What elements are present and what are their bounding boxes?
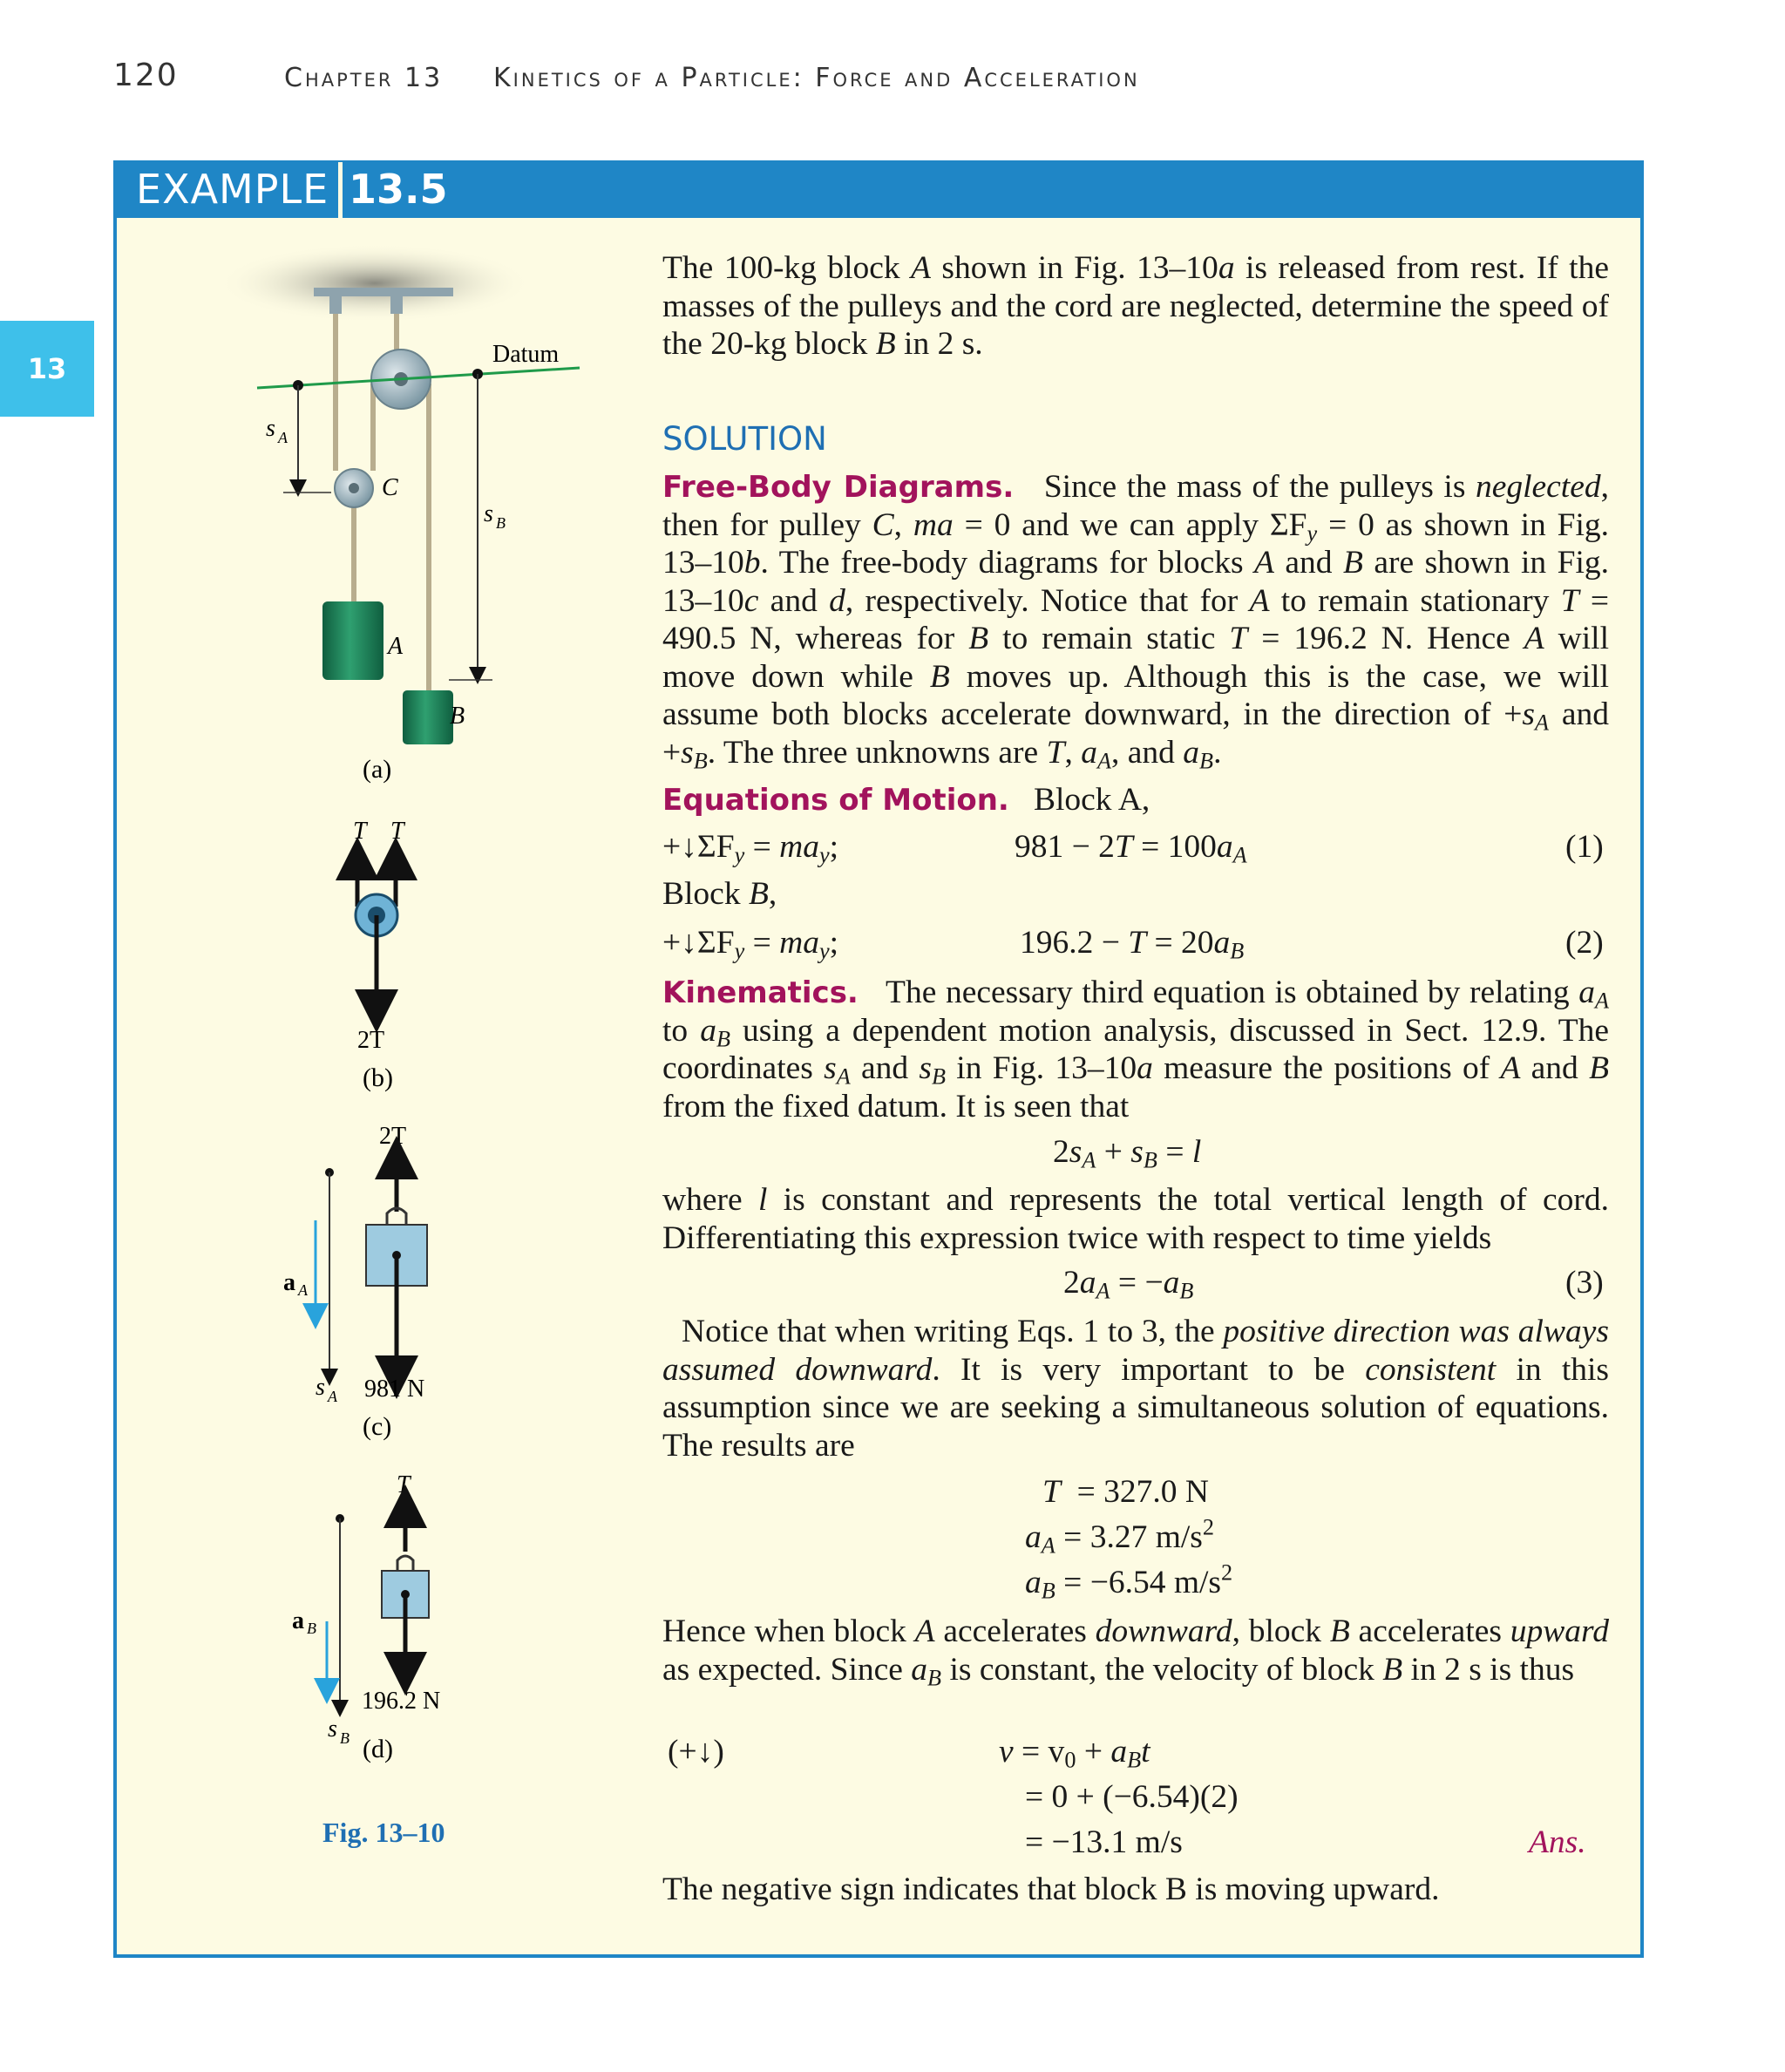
eq1-number: (1) bbox=[1565, 829, 1604, 865]
header-divider bbox=[338, 162, 343, 220]
result-ab: $a_B = -6.54$ $m/s^2$ bbox=[1025, 1559, 1233, 1604]
eom-heading: Equations of Motion. bbox=[662, 783, 1009, 818]
label-t-d: T bbox=[397, 1471, 411, 1498]
label-981: 981 N bbox=[364, 1376, 425, 1403]
figure-caption: Fig. 13–10 bbox=[322, 1817, 445, 1848]
label-2t-b: 2T bbox=[357, 1027, 385, 1054]
label-aa-sub: A bbox=[298, 1281, 308, 1299]
label-sa-c: s bbox=[316, 1374, 325, 1401]
label-c: C bbox=[382, 474, 398, 501]
label-a: A bbox=[388, 633, 404, 660]
running-title: Kinetics of a Particle: Force and Acceleration bbox=[493, 63, 1140, 93]
label-ab: a bbox=[292, 1607, 304, 1634]
answer-label: Ans. bbox=[1529, 1824, 1586, 1860]
eq1-mid: $981 - 2T = 100a_A$ bbox=[1015, 829, 1247, 868]
eq2-left: $+↓\Sigma F_y = ma_y$; bbox=[662, 925, 839, 964]
label-ab-sub: B bbox=[307, 1620, 316, 1637]
caption-a: (a) bbox=[363, 755, 392, 784]
label-sa-c-sub: A bbox=[328, 1388, 337, 1405]
label-sb: s bbox=[484, 500, 493, 527]
label-196: 196.2 N bbox=[362, 1688, 441, 1715]
label-t2: T bbox=[390, 818, 404, 845]
label-aa: a bbox=[283, 1269, 295, 1296]
example-label: EXAMPLE bbox=[136, 166, 329, 213]
label-2t-c: 2T bbox=[379, 1123, 407, 1150]
label-sa-sub: A bbox=[278, 429, 288, 446]
problem-statement: The 100-kg block A shown in Fig. 13–10a is released from rest. If the masses of the pulleys and the cord are neglected, determine the speed of the 20-kg block B in 2 s. bbox=[662, 250, 1609, 362]
example-header-bar bbox=[113, 160, 1644, 218]
label-t1: T bbox=[353, 818, 367, 845]
label-b: B bbox=[450, 703, 465, 730]
final-sentence: The negative sign indicates that block B is moving upward. bbox=[662, 1872, 1440, 1907]
consistency-paragraph: Notice that when writing Eqs. 1 to 3, the positive direction was always assumed downward. It is very important to be consistent in this assumption since we are seeking a simultaneous solution of equations. The results are bbox=[662, 1314, 1610, 1464]
example-number: 13.5 bbox=[349, 166, 448, 213]
label-sb-d: s bbox=[328, 1715, 337, 1743]
result-t: T = 327.0 N bbox=[1042, 1474, 1209, 1510]
caption-c: (c) bbox=[363, 1412, 392, 1441]
kinematics-paragraph: Kinematics. The necessary third equation is obtained by relating $a_A$ to $a_B$ using a dependent motion analysis, discussed in Sect. 12.9. The coordinates $s_A$ and $s_B$ in Fig. 13–10a measure the positions of A and B from the fixed datum. It is seen that bbox=[662, 975, 1610, 1124]
block-a bbox=[322, 601, 383, 680]
fbd-paragraph: Free-Body Diagrams. Since the mass of the pulleys is neglected, then for pulley C, ma = 0 and we can apply $\Sigma F_y = 0$ as shown in Fig. 13–10b. The free-body diagrams for blocks A and B are shown in Fig. 13–10c and d, respectively. Notice that for A to remain stationary T = 490.5 N, whereas for B to remain static T = 196.2 N. Hence A will move down while B moves up. Although this is the case, we will assume both blocks accelerate downward, in the direction of $+s_A$ and $+s_B$. The three unknowns are T, $a_A$, and $a_B$. bbox=[662, 469, 1610, 774]
chapter-tab: 13 bbox=[0, 321, 94, 417]
block-a-label: Block A, bbox=[1033, 782, 1150, 818]
velocity-eq-1: $v = v_0 + a_Bt$ bbox=[999, 1734, 1150, 1773]
fbd-heading: Free-Body Diagrams. bbox=[662, 470, 1015, 505]
kinematics-heading: Kinematics. bbox=[662, 975, 859, 1010]
caption-d: (d) bbox=[363, 1735, 393, 1763]
page-number: 120 bbox=[113, 58, 179, 93]
velocity-eq-2: = 0 + (−6.54)(2) bbox=[1025, 1779, 1239, 1815]
eom-heading-line bbox=[662, 781, 1609, 819]
eq3: $2a_A = -a_B$ bbox=[1063, 1265, 1194, 1304]
constraint-equation: $2s_A + s_B = l$ bbox=[1053, 1134, 1202, 1173]
where-paragraph: where l is constant and represents the total vertical length of cord. Differentiating this expression twice with respect to time yields bbox=[662, 1182, 1609, 1256]
result-aa: $a_A = 3.27$ $m/s^2$ bbox=[1025, 1514, 1215, 1559]
block-b bbox=[403, 690, 453, 744]
label-sb-d-sub: B bbox=[340, 1729, 350, 1747]
eq2-number: (2) bbox=[1565, 925, 1604, 961]
label-datum: Datum bbox=[492, 341, 560, 368]
hence-paragraph: Hence when block A accelerates downward, block B accelerates upward as expected. Since $a_B$ is constant, the velocity of block B in 2 s is thus bbox=[662, 1613, 1609, 1691]
figure-13-10 bbox=[200, 244, 619, 1831]
running-chapter: Chapter 13 bbox=[284, 63, 444, 93]
label-sa: s bbox=[266, 415, 275, 442]
eq2-mid: $196.2 - T = 20a_B$ bbox=[1020, 925, 1245, 964]
sign-convention: (+↓) bbox=[668, 1734, 724, 1770]
caption-b: (b) bbox=[363, 1063, 393, 1092]
solution-heading: SOLUTION bbox=[662, 420, 827, 458]
eq1-left: $+↓\Sigma F_y = ma_y$; bbox=[662, 829, 839, 868]
block-b-label: Block B, bbox=[662, 876, 777, 912]
ceiling-bar bbox=[314, 288, 453, 296]
eq3-number: (3) bbox=[1565, 1265, 1604, 1301]
ceiling-shadow bbox=[218, 244, 532, 323]
velocity-eq-3: = −13.1 m/s bbox=[1025, 1824, 1183, 1860]
label-sb-sub: B bbox=[496, 514, 506, 532]
